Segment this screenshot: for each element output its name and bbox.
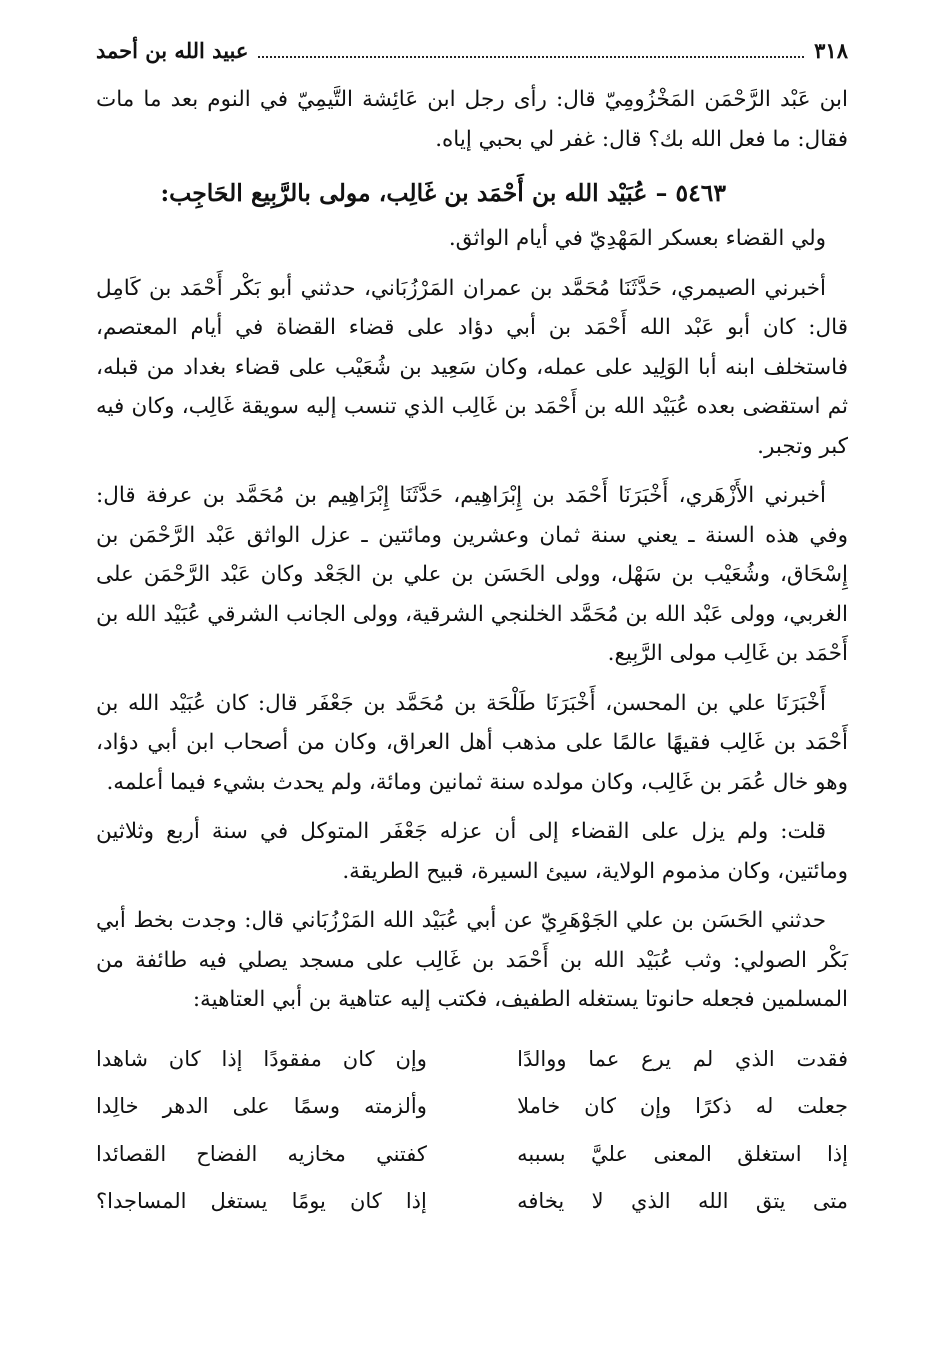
verse-first-hemistich: فقدت الذي لم يرع عما ووالدًا — [517, 1046, 848, 1071]
poem-verse — [96, 1083, 848, 1131]
verse-second-hemistich: إذا كان يومًا يستغل المساجدا؟ — [96, 1189, 427, 1213]
entry-paragraph-3: أخبرني الأَزْهَري، أَخْبَرَنَا أَحْمَد بن إِبْرَاهِيم، حَدَّثَنَا إِبْرَاهِيم بن مُحَمَّد بن عرفة قال: وفي هذه السنة ـ يعني سنة ثمان وعشرين ومائتين ـ عزل الواثق عَبْد الرَّحْمَن بن إِسْحَاق، وشُعَيْب بن سَهْل، وولى الحَسَن بن علي بن الجَعْد وكان عَبْد الرَّحْمَن على الغربي، وولى عَبْد الله بن مُحَمَّد الخلنجي الشرقية، وولى الجانب الشرقي عُبَيْد الله بن أَحْمَد بن غَالِب مولى الرَّبِيع. — [96, 483, 848, 666]
opening-paragraph: ابن عَبْد الرَّحْمَن المَخْزُومِيّ قال: رأى رجل ابن عَائِشة التَّيمِيّ في النوم بعد ما مات فقال: ما فعل الله بك؟ قال: غفر لي بحبي إياه. — [96, 87, 848, 152]
entry-paragraph-2: أخبرني الصيمري، حَدَّثَنَا مُحَمَّد بن عمران المَرْزُبَاني، حدثني أبو بَكْر أَحْمَد بن كَامِل قال: كان أبو عَبْد الله أَحْمَد بن أبي دؤاد على قضاء القضاة في أيام المعتصم، فاستخلف ابنه أبا الوَلِيد على عمله، وكان سَعِيد بن شُعَيْب على قضاء بغداد من قبله، ثم استقضى بعده عُبَيْد الله بن أَحْمَد بن غَالِب الذي تنسب إليه سويقة غَالِب، وكان فيه كبر وتجبر. — [96, 275, 848, 459]
entry-paragraph-1: ولي القضاء بعسكر المَهْدِيّ في أيام الواثق. — [448, 226, 826, 251]
verse-first-hemistich: متى يتق الله الذي لا يخافه — [517, 1189, 848, 1213]
verse-second-hemistich: كفتني مخازيه الفضاح القصائدا — [96, 1141, 427, 1166]
page-body — [96, 80, 848, 1020]
entry-paragraph-4: أَخْبَرَنَا علي بن المحسن، أَخْبَرَنَا طَلْحَة بن مُحَمَّد بن جَعْفَر قال: كان عُبَيْد الله بن أَحْمَد بن غَالِب فقيهًا عالمًا على مذهب أهل العراق، وكان من أصحاب ابن أبي دؤاد، وهو خال عُمَر بن غَالِب، وكان مولده سنة ثمانين ومائة، ولم يحدث بشيء فيما أعلمه. — [96, 690, 848, 795]
verse-second-hemistich: وإن كان مفقودًا إذا كان شاهدا — [96, 1046, 427, 1071]
verse-first-hemistich: جعلت له ذكرًا وإن كان خاملا — [517, 1094, 848, 1118]
entry-title: ٥٤٦٣ – عُبَيْد الله بن أَحْمَد بن غَالِب، مولى بالرَّبِيع الحَاجِب: — [160, 179, 726, 207]
running-title: عبيد الله بن أحمد — [96, 38, 249, 63]
poem-verse — [96, 1178, 848, 1226]
poem-verse — [96, 1036, 848, 1084]
page-number: ٣١٨ — [814, 38, 848, 63]
poem — [96, 1036, 848, 1226]
verse-first-hemistich: إذا استغلق المعنى عليَّ بسببه — [517, 1141, 848, 1166]
running-header — [96, 38, 848, 80]
verse-second-hemistich: وألزمته وسمًا على الدهر خالِدا — [96, 1094, 427, 1118]
leader-dots — [258, 44, 804, 58]
entry-paragraph-5: قلت: ولم يزل على القضاء إلى أن عزله جَعْفَر المتوكل في سنة أربع وثلاثين ومائتين، وكان مذموم الولاية، سيئ السيرة، قبيح الطريقة. — [96, 819, 848, 884]
entry-paragraph-6: حدثني الحَسَن بن علي الجَوْهَرِيّ عن أبي عُبَيْد الله المَرْزُبَاني قال: وجدت بخط أبي بَكْر الصولي: وثب عُبَيْد الله بن أَحْمَد بن غَالِب على مسجد يصلي فيه طائفة من المسلمين فجعله حانوتا يستغله الطفيف، فكتب إليه عتاهية بن أبي العتاهية: — [96, 908, 848, 1012]
poem-verse — [96, 1131, 848, 1179]
